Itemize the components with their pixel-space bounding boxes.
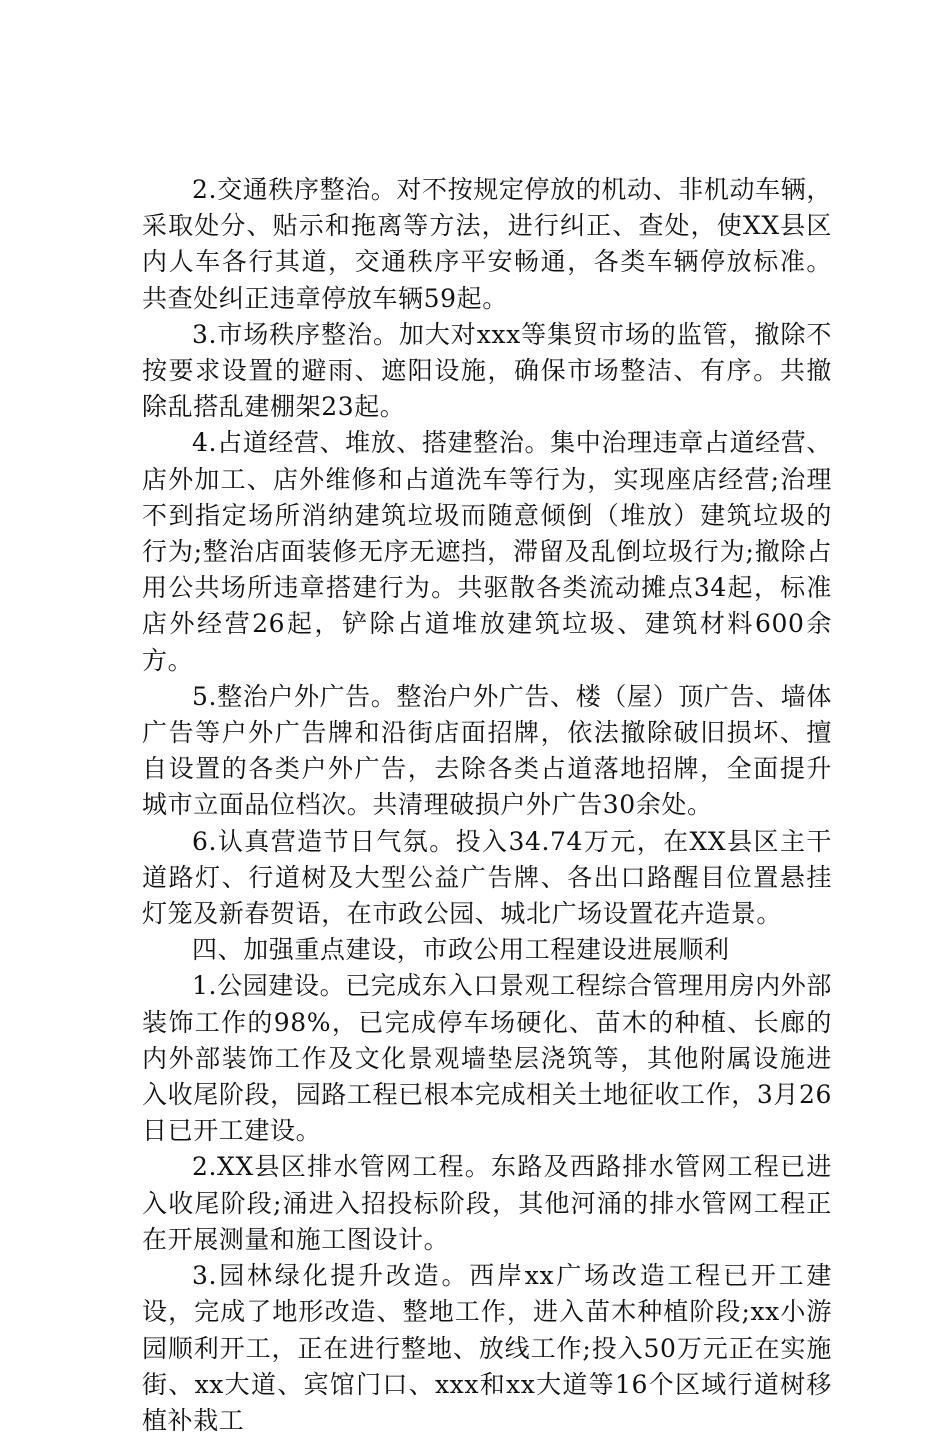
paragraph-outdoor-ads: 5.整治户外广告。整治户外广告、楼（屋）顶广告、墙体广告等户外广告牌和沿街店面招牌，依法撤除破旧损坏、擅自设置的各类户外广告，去除各类占道落地招牌，全面提升城市立面品位档次。共清理破损户外广告30余处。 — [142, 681, 832, 820]
section-heading-key-construction: 四、加强重点建设，市政公用工程建设进展顺利 — [192, 935, 730, 965]
paragraph-drainage-network: 2.XX县区排水管网工程。东路及西路排水管网工程已进入收尾阶段;涌进入招投标阶段，其他河涌的排水管网工程正在开展测量和施工图设计。 — [142, 1152, 832, 1254]
paragraph-traffic-order: 2.交通秩序整治。对不按规定停放的机动、非机动车辆，采取处分、贴示和拖离等方法，进行纠正、查处，使XX县区内人车各行其道，交通秩序平安畅通，各类车辆停放标准。共查处纠正违章停放车辆59起。 — [142, 175, 832, 313]
paragraph-market-order: 3.市场秩序整治。加大对xxx等集贸市场的监管，撤除不按要求设置的避雨、遮阳设施，确保市场整洁、有序。共撤除乱搭乱建棚架23起。 — [142, 319, 832, 422]
paragraph-road-occupation: 4.占道经营、堆放、搭建整治。集中治理违章占道经营、店外加工、店外维修和占道洗车等行为，实现座店经营;治理不到指定场所消纳建筑垃圾而随意倾倒（堆放）建筑垃圾的行为;整治店面装修无序无遮挡，滞留及乱倒垃圾行为;撤除占用公共场所违章搭建行为。共驱散各类流动摊点34起，标准店外经营26起，铲除占道堆放建筑垃圾、建筑材料600余方。 — [142, 428, 832, 675]
paragraph-park-construction: 1.公园建设。已完成东入口景观工程综合管理用房内外部装饰工作的98%，已完成停车场硬化、苗木的种植、长廊的内外部装饰工作及文化景观墙垫层浇筑等，其他附属设施进入收尾阶段，园路工程已根本完成相关土地征收工作，3月26日已开工建设。 — [142, 971, 832, 1146]
paragraph-festival-atmosphere: 6.认真营造节日气氛。投入34.74万元，在XX县区主干道路灯、行道树及大型公益广告牌、各出口路醒目位置悬挂灯笼及新春贺语，在市政公园、城北广场设置花卉造景。 — [142, 826, 832, 929]
paragraph-landscaping: 3.园林绿化提升改造。西岸xx广场改造工程已开工建设，完成了地形改造、整地工作，进入苗木种植阶段;xx小游园顺利开工，正在进行整地、放线工作;投入50万元正在实施街、xx大道、宾馆门口、xxx和xx大道等16个区域行道树移植补栽工 — [142, 1261, 832, 1435]
document-body — [142, 172, 832, 1439]
